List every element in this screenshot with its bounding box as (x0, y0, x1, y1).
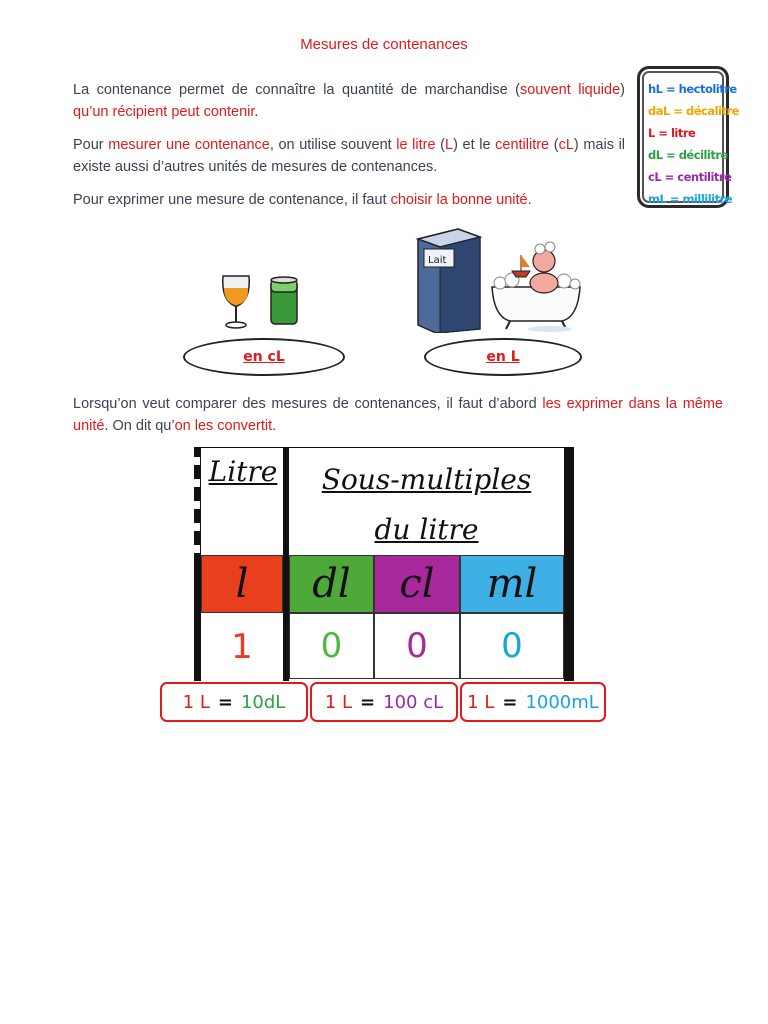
conversion-paragraph: Lorsqu’on veut comparer des mesures de contenances, il faut d’abord les exprimer dans la même unité. On dit qu’on les convertit. (73, 396, 723, 434)
equality-left: 1 L (467, 691, 495, 713)
equality-sign: = (502, 691, 518, 713)
legend-ml: mL = millilitre (648, 192, 733, 206)
equality-left: 1 L (182, 691, 210, 713)
unit-cell-ml: ml (460, 555, 564, 613)
glass-and-can-illustration (215, 270, 305, 332)
equality-left: 1 L (324, 691, 353, 713)
header-sous-multiples: Sous-multiples du litre (321, 463, 532, 546)
oval-label-cl: en cL (183, 338, 345, 376)
equality-right: 100 cL (383, 691, 444, 713)
equality-sign: = (360, 691, 376, 713)
milk-and-bathtub-illustration (414, 225, 584, 333)
unit-cell-cl: cl (374, 555, 460, 613)
choose-unit-paragraph: Pour exprimer une mesure de contenance, il faut choisir la bonne unité. (73, 192, 532, 208)
legend-l: L = litre (648, 126, 696, 140)
equality-box-dl (160, 682, 308, 722)
digit-cell-dl: 0 (289, 613, 374, 679)
header-litre: Litre (208, 455, 278, 488)
table-top-border (201, 447, 564, 448)
units-legend (637, 66, 739, 208)
table-right-border (564, 447, 574, 681)
equality-right: 1000mL (525, 691, 599, 713)
units-paragraph: Pour mesurer une contenance, on utilise souvent le litre (L) et le centilitre (cL) mais il existe aussi d’autres unités de mesures de contenances. (73, 137, 626, 175)
unit-cell-dl: dl (289, 555, 374, 613)
legend-dl: dL = décilitre (648, 148, 728, 162)
legend-hl: hL = hectolitre (648, 82, 737, 96)
digit-cell-cl: 0 (374, 613, 460, 679)
oval-label-l: en L (424, 338, 582, 376)
page-title: Mesures de contenances (300, 36, 468, 53)
unit-cell-l: l (201, 555, 283, 613)
legend-cl: cL = centilitre (648, 170, 732, 184)
milk-carton-label: Lait (428, 255, 447, 266)
conversion-table (192, 447, 574, 681)
digit-cell-l: 1 (201, 613, 283, 681)
equality-box-ml (460, 682, 606, 722)
digit-cell-ml: 0 (460, 613, 564, 679)
equality-sign: = (217, 691, 233, 713)
equality-right: 10dL (240, 691, 286, 713)
equality-box-cl (310, 682, 458, 722)
intro-paragraph: La contenance permet de connaître la quantité de marchandise (souvent liquide) qu’un récipient peut contenir. (73, 82, 625, 120)
legend-dal: daL = décalitre (648, 104, 739, 118)
